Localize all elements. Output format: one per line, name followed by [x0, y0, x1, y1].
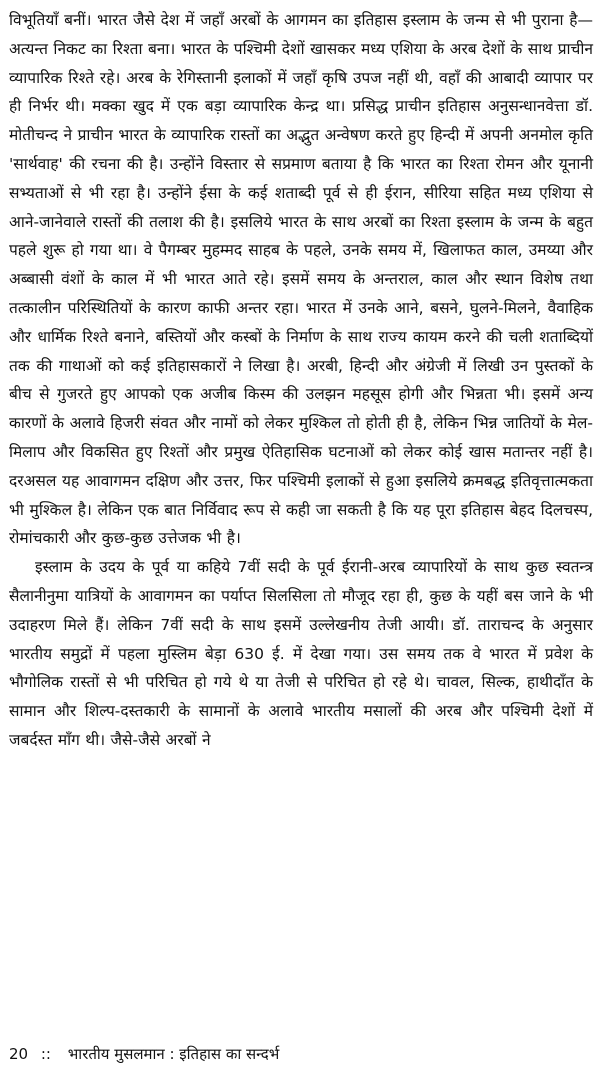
- body-text: [9, 6, 593, 755]
- running-title: भारतीय मुसलमान : इतिहास का सन्दर्भ: [67, 1045, 280, 1063]
- page-number: 20: [9, 1045, 29, 1063]
- paragraph-2: इस्लाम के उदय के पूर्व या कहिये 7वीं सदी के पूर्व ईरानी-अरब व्यापारियों के साथ कुछ स्वतन्त्र सैलानीनुमा यात्रियों के आवागमन का पर्याप्त सिलसिला तो मौजूद रहा ही, कुछ के यहीं बस जाने के भी उदाहरण मिले हैं। लेकिन 7वीं सदी के साथ इसमें उल्लेखनीय तेजी आयी। डॉ. ताराचन्द के अनुसार भारतीय समुद्रों में पहला मुस्लिम बेड़ा 630 ई. में देखा गया। उस समय तक वे भारत में प्रवेश के भौगोलिक रास्तों से भी परिचित हो गये थे या तेजी से परिचित हो रहे थे। चावल, सिल्क, हाथीदाँत के सामान और शिल्प-दस्तकारी के सामानों के अलावे भारतीय मसालों की अरब और पश्चिमी देशों में जबर्दस्त माँग थी। जैसे-जैसे अरबों ने: [9, 558, 593, 749]
- book-page: [9, 0, 593, 1087]
- page-footer: [9, 1042, 593, 1066]
- paragraph-1: विभूतियाँ बनीं। भारत जैसे देश में जहाँ अरबों के आगमन का इतिहास इस्लाम के जन्म से भी पुराना है—अत्यन्त निकट का रिश्ता बना। भारत के पश्चिमी देशों खासकर मध्य एशिया के अरब देशों के साथ प्राचीन व्यापारिक रिश्ते रहे। अरब के रेगिस्तानी इलाकों में जहाँ कृषि उपज नहीं थी, वहाँ की आबादी व्यापार पर ही निर्भर थी। मक्का खुद में एक बड़ा व्यापारिक केन्द्र था। प्रसिद्ध प्राचीन इतिहास अनुसन्धानवेत्ता डॉ. मोतीचन्द ने प्राचीन भारत के व्यापारिक रास्तों का अद्भुत अन्वेषण करते हुए हिन्दी में अपनी अनमोल कृति 'सार्थवाह' की रचना की है। उन्होंने विस्तार से सप्रमाण बताया है कि भारत का रिश्ता रोमन और यूनानी सभ्यताओं से भी रहा है। उन्होंने ईसा के कई शताब्दी पूर्व से ही ईरान, सीरिया सहित मध्य एशिया से आने-जानेवाले रास्तों की तलाश की है। इसलिये भारत के साथ अरबों का रिश्ता इस्लाम के जन्म के बहुत पहले शुरू हो गया था। वे पैगम्बर मुहम्मद साहब के पहले, उनके समय में, खिलाफत काल, उमय्या और अब्बासी वंशों के काल में भी भारत आते रहे। इसमें समय के अन्तराल, काल और स्थान विशेष तथा तत्कालीन परिस्थितियों के कारण काफी अन्तर रहा। भारत में उनके आने, बसने, घुलने-मिलने, वैवाहिक और धार्मिक रिश्ते बनाने, बस्तियों और कस्बों के निर्माण के साथ राज्य कायम करने की चली शताब्दियों तक की गाथाओं को कई इतिहासकारों ने लिखा है। अरबी, हिन्दी और अंग्रेजी में लिखी उन पुस्तकों के बीच से गुजरते हुए आपको एक अजीब किस्म की उलझन महसूस होगी और भिन्नता भी। इसमें अन्य कारणों के अलावे हिजरी संवत और नामों को लेकर मुश्किल तो होती ही है, लेकिन भिन्न जातियों के मेल-मिलाप और विकसित हुए रिश्तों और प्रमुख ऐतिहासिक घटनाओं को लेकर कोई खास मतान्तर नहीं है। दरअसल यह आवागमन दक्षिण और उत्तर, फिर पश्चिमी इलाकों से हुआ इसलिये क्रमबद्ध इतिवृत्तात्मकता भी मुश्किल है। लेकिन एक बात निर्विवाद रूप से कही जा सकती है कि यह पूरा इतिहास बेहद दिलचस्प, रोमांचकारी और कुछ-कुछ उत्तेजक भी है।: [9, 11, 593, 548]
- footer-separator: ::: [40, 1045, 51, 1063]
